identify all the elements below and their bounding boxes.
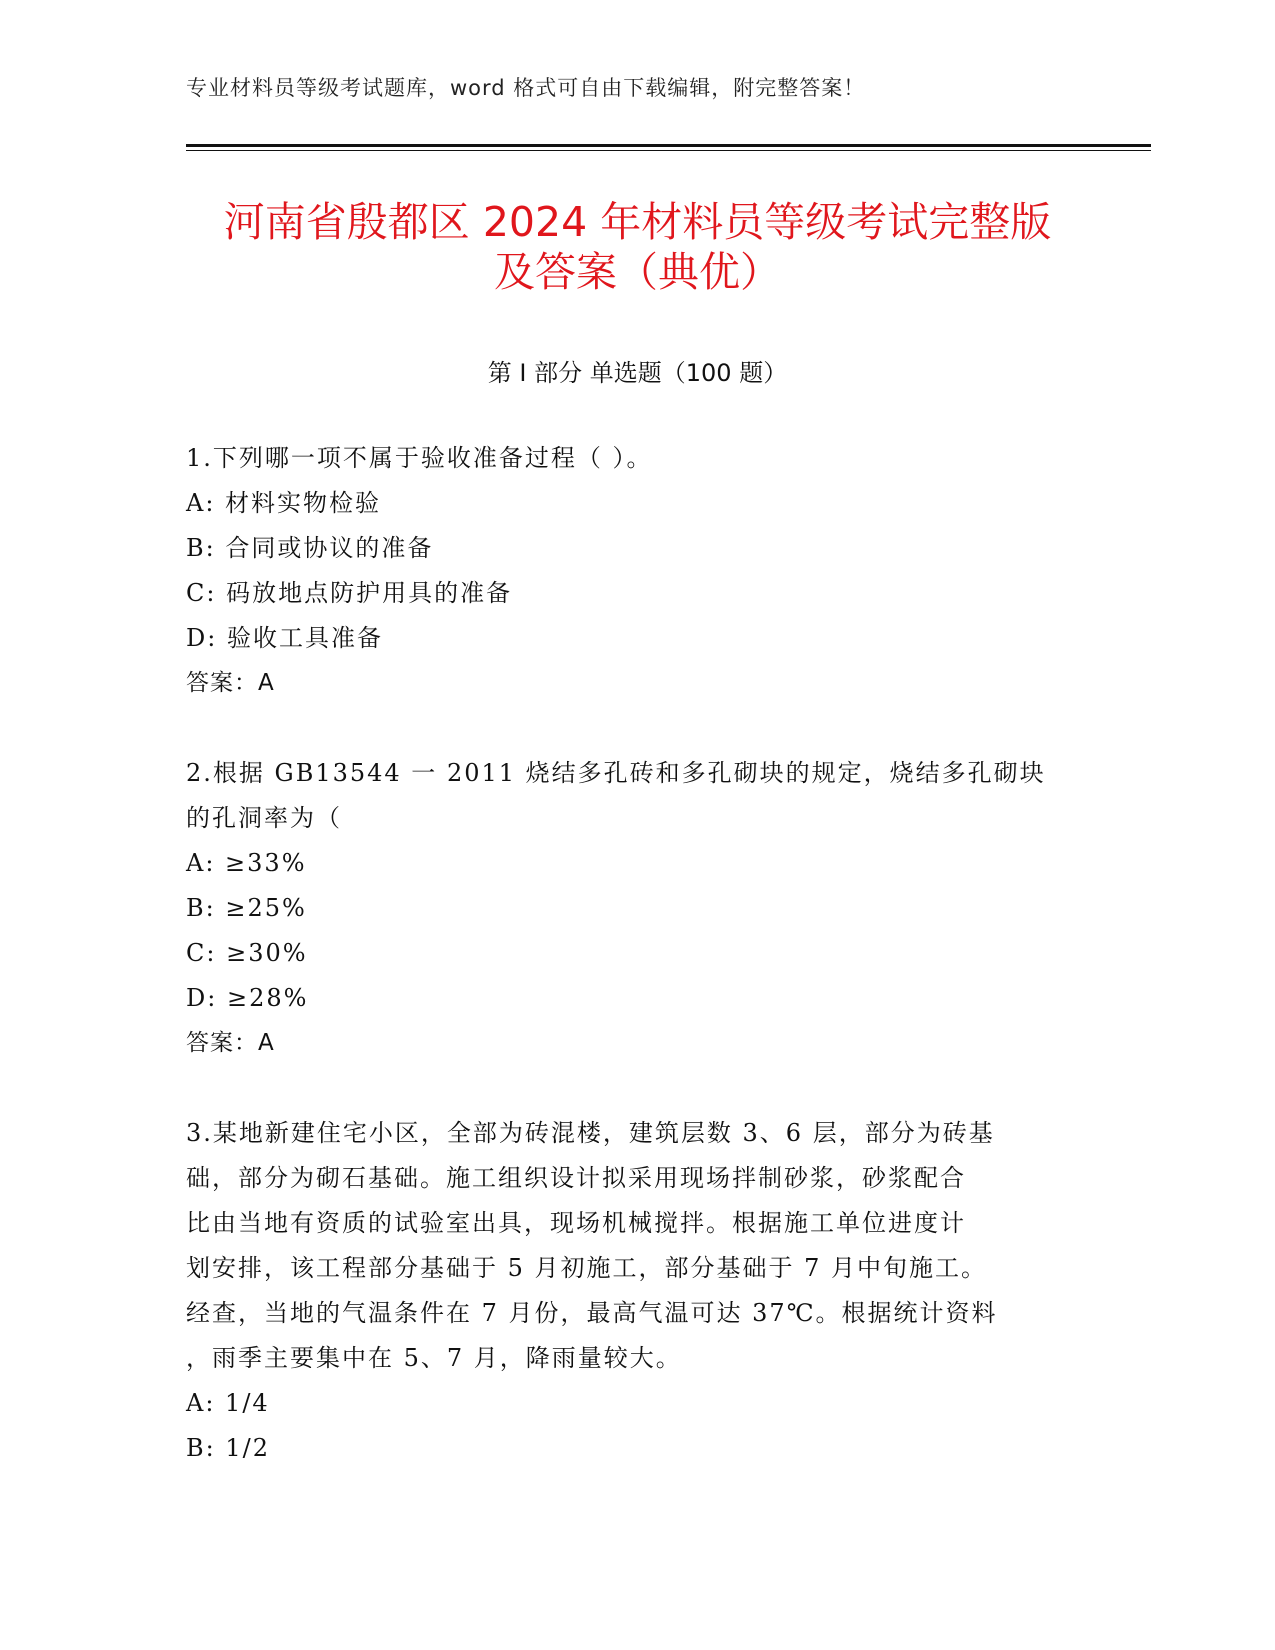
option-a: A: ≥33% — [186, 849, 307, 877]
option-a: A: 材料实物检验 — [186, 489, 382, 517]
question-1 — [186, 436, 1076, 706]
option-a: A: 1/4 — [186, 1389, 270, 1417]
question-list — [186, 436, 1076, 1516]
document-title — [150, 197, 1125, 297]
stem-line: 划安排，该工程部分基础于 5 月初施工，部分基础于 7 月中旬施工。 — [186, 1254, 988, 1282]
answer: 答案：A — [186, 1030, 275, 1056]
question-2 — [186, 751, 1076, 1066]
document-title-line-1: 河南省殷都区 2024 年材料员等级考试完整版 — [223, 198, 1052, 246]
option-b: B: 合同或协议的准备 — [186, 534, 434, 562]
header-rule-thick — [186, 144, 1151, 147]
option-d: D: 验收工具准备 — [186, 624, 383, 652]
question-stem — [186, 751, 1076, 841]
stem-line: 础，部分为砌石基础。施工组织设计拟采用现场拌制砂浆，砂浆配合 — [186, 1164, 966, 1192]
stem-line: 3.某地新建住宅小区，全部为砖混楼，建筑层数 3、6 层，部分为砖基 — [186, 1119, 995, 1147]
option-b: B: 1/2 — [186, 1434, 270, 1462]
answer: 答案：A — [186, 670, 275, 696]
header-rule-thin — [186, 150, 1151, 151]
stem-line: 比由当地有资质的试验室出具，现场机械搅拌。根据施工单位进度计 — [186, 1209, 966, 1237]
stem-line: 的孔洞率为（ — [186, 804, 342, 832]
option-d: D: ≥28% — [186, 984, 309, 1012]
stem-line: 经查，当地的气温条件在 7 月份，最高气温可达 37℃。根据统计资料 — [186, 1299, 998, 1327]
section-heading: 第 I 部分 单选题（100 题） — [487, 359, 788, 387]
document-title-line-2: 及答案（典优） — [494, 248, 781, 296]
question-stem — [186, 1111, 1076, 1381]
question-stem — [186, 436, 1076, 481]
option-c: C: ≥30% — [186, 939, 308, 967]
header-note: 专业材料员等级考试题库，word 格式可自由下载编辑，附完整答案！ — [186, 76, 866, 100]
option-b: B: ≥25% — [186, 894, 307, 922]
stem-line: 1.下列哪一项不属于验收准备过程（ ）。 — [186, 444, 653, 472]
stem-line: ，雨季主要集中在 5、7 月，降雨量较大。 — [186, 1344, 682, 1372]
stem-line: 2.根据 GB13544 一 2011 烧结多孔砖和多孔砌块的规定，烧结多孔砌块 — [186, 759, 1046, 787]
question-3 — [186, 1111, 1076, 1471]
option-c: C: 码放地点防护用具的准备 — [186, 579, 513, 607]
